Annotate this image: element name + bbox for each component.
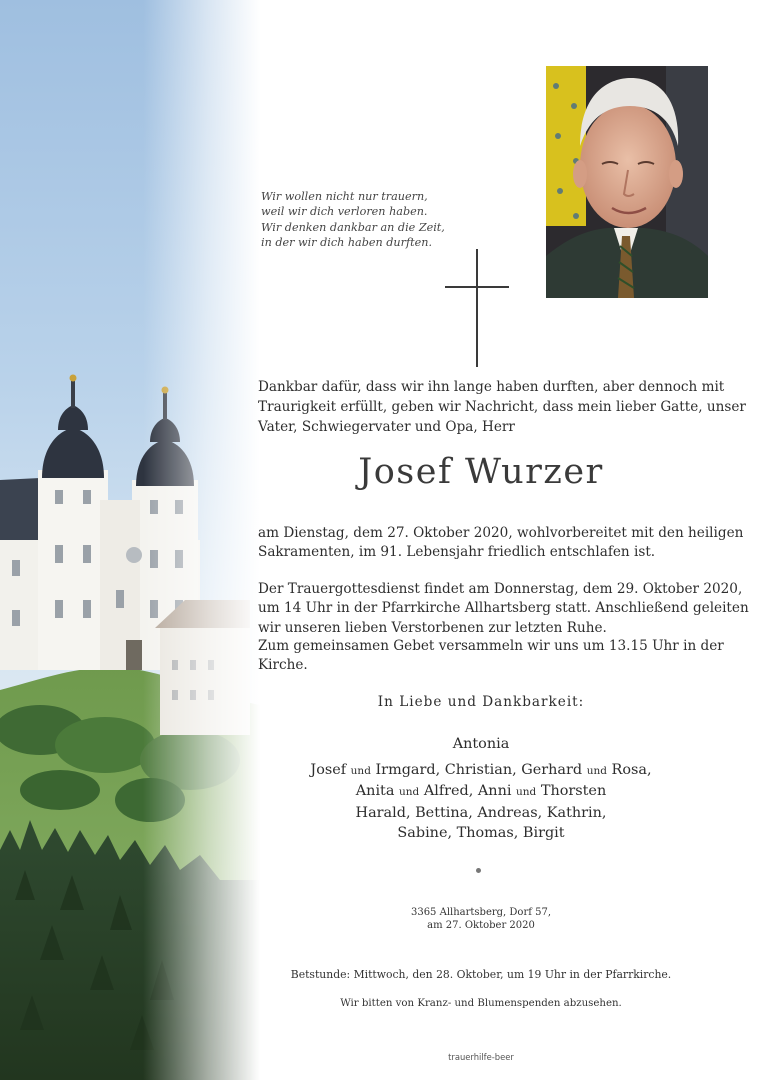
grandchildren-line: Sabine, Thomas, Birgit: [397, 824, 565, 841]
child-name: Rosa,: [611, 762, 652, 778]
service-line: wir unseren lieben Verstorbenen zur letzten Ruhe.: [258, 619, 607, 636]
poem-line: Wir wollen nicht nur trauern,: [261, 190, 428, 203]
poem-line: in der wir dich haben durften.: [261, 236, 433, 250]
deceased-name: Josef Wurzer: [358, 452, 604, 492]
grandchildren-line: Harald, Bettina, Andreas, Kathrin,: [355, 805, 607, 821]
children-line: [258, 782, 704, 803]
child-names: Alfred, Anni: [423, 782, 512, 799]
intro-line: Vater, Schwiegervater und Opa, Herr: [258, 418, 515, 435]
portrait-photo: [546, 66, 708, 298]
child-name: Thorsten: [540, 782, 607, 799]
love-line: In Liebe und Dankbarkeit:: [377, 694, 585, 710]
service-line: Der Trauergottesdienst findet am Donnerstag, dem 29. Oktober 2020,: [258, 581, 743, 597]
separator-dot: [476, 868, 481, 873]
church-landscape-image: [0, 0, 260, 1080]
conjunction: und: [350, 765, 371, 777]
children-line: [258, 761, 704, 782]
child-name: Josef: [310, 762, 347, 778]
family-grandchildren: [258, 804, 704, 843]
address-block: [258, 906, 704, 932]
family-spouse: Antonia: [452, 736, 510, 752]
funeral-service-text: [258, 580, 749, 638]
service-line: um 14 Uhr in der Pfarrkirche Allhartsberg statt. Anschließend geleiten: [258, 600, 749, 617]
cross-icon: [445, 249, 509, 367]
conjunction: und: [516, 785, 537, 798]
intro-line: Dankbar dafür, dass wir ihn lange haben durften, aber dennoch mit: [258, 379, 725, 395]
date-line: am 27. Oktober 2020: [427, 920, 535, 931]
child-names: Irmgard, Christian, Gerhard: [375, 762, 583, 778]
death-notice-line: am Dienstag, dem 27. Oktober 2020, wohlvorbereitet mit den heiligen: [258, 525, 744, 541]
family-children: [258, 761, 704, 802]
poem-line: weil wir dich verloren haben.: [261, 205, 428, 219]
intro-line: Traurigkeit erfüllt, geben wir Nachricht, dass mein lieber Gatte, unser: [258, 398, 746, 415]
prayer-line: Zum gemeinsamen Gebet versammeln wir uns um 13.15 Uhr in der: [258, 638, 724, 654]
publisher-footer: trauerhilfe-beer: [448, 1052, 514, 1062]
intro-text: [258, 378, 746, 437]
death-notice-line: Sakramenten, im 91. Lebensjahr friedlich entschlafen ist.: [258, 544, 656, 561]
prayer-line: Kirche.: [258, 657, 308, 674]
vigil-notice: Betstunde: Mittwoch, den 28. Oktober, um 19 Uhr in der Pfarrkirche.: [290, 968, 672, 981]
conjunction: und: [586, 765, 607, 777]
memorial-poem: [261, 189, 501, 251]
poem-line: Wir denken dankbar an die Zeit,: [261, 220, 445, 234]
flowers-request: Wir bitten von Kranz- und Blumenspenden abzusehen.: [340, 998, 622, 1009]
death-notice: [258, 524, 744, 563]
prayer-text: [258, 637, 724, 676]
conjunction: und: [399, 785, 420, 798]
child-name: Anita: [355, 782, 395, 799]
address-line: 3365 Allhartsberg, Dorf 57,: [410, 907, 552, 918]
